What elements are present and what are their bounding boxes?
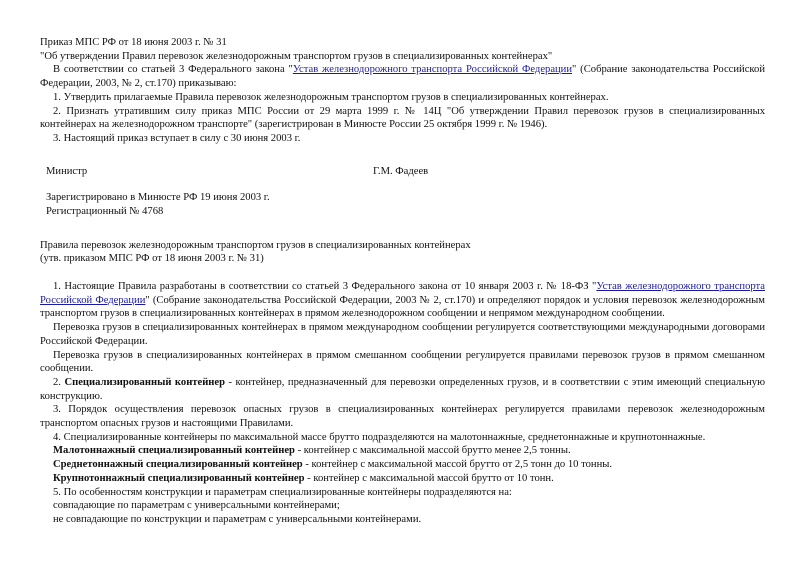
- order-item-1: 1. Утвердить прилагаемые Правила перевозок железнодорожным транспортом грузов в специализированных контейнерах.: [53, 91, 609, 103]
- container-type-text: - контейнер с максимальной массой брутто от 10 тонн.: [304, 472, 554, 484]
- rules-paragraph-1b: Перевозка грузов в специализированных контейнерах в прямом международном сообщении регулируется соответствующими международными договорами Российской Федерации.: [40, 322, 765, 347]
- rules-p2-text: - контейнер, предназначенный для перевозки определенных грузов, и в соответствии с этим имеющий специальную конструкцию.: [40, 376, 765, 402]
- order-subtitle: "Об утверждении Правил перевозок железнодорожным транспортом грузов в специализированных контейнерах": [40, 50, 553, 62]
- rules-p5-item-1: совпадающие по параметрам с универсальными контейнерами;: [53, 500, 340, 512]
- preamble-text-before: В соответствии со статьей 3 Федерального закона ": [53, 64, 293, 76]
- preamble-text-after: " (Собрание законодательства Российской Федерации, 2003, № 2, ст.170) приказываю:: [40, 64, 765, 90]
- container-type-large: [40, 472, 765, 486]
- rules-charter-link[interactable]: Устав железнодорожного транспорта Российской Федерации: [40, 281, 765, 306]
- rules-paragraph-4: 4. Специализированные контейнеры по максимальной массе брутто подразделяются на малотоннажные, среднетоннажные и крупнотоннажные.: [53, 431, 706, 443]
- rules-title: Правила перевозок железнодорожным транспортом грузов в специализированных контейнерах: [40, 239, 471, 251]
- registration-date: Зарегистрировано в Минюсте РФ 19 июня 2003 г.: [46, 191, 270, 203]
- registration-block: [40, 191, 765, 220]
- container-type-text: - контейнер с максимальной массой брутто от 2,5 тонн до 10 тонны.: [302, 459, 613, 471]
- signatory-name: Г.М. Фадеев: [373, 165, 429, 177]
- container-type-text: - контейнер с максимальной массой брутто менее 2,5 тонны.: [294, 445, 571, 457]
- rules-paragraph-3: 3. Порядок осуществления перевозок опасных грузов в специализированных контейнерах регулируется правилами перевозок железнодорожным транспортом опасных грузов и настоящими Правилами.: [40, 404, 765, 430]
- registration-number: Регистрационный № 4768: [46, 206, 164, 218]
- charter-link[interactable]: Устав железнодорожного транспорта Российской Федерации: [292, 64, 573, 76]
- rules-p5-item-2: не совпадающие по конструкции и параметрам с универсальными контейнерами.: [53, 513, 422, 525]
- rules-p2-term: Специализированный контейнер: [64, 376, 226, 388]
- order-item-2: 2. Признать утратившим силу приказ МПС России от 29 марта 1999 г. № 14Ц "Об утверждении Правил перевозок грузов в специализированных контейнерах на железнодорожном транспорте" (зарегистрирован в Минюсте России 25 октября 1999 г. № 1946).: [40, 105, 765, 131]
- container-type-medium: [40, 458, 765, 472]
- order-title: Приказ МПС РФ от 18 июня 2003 г. № 31: [40, 37, 227, 48]
- rules-paragraph-1c: Перевозка грузов в специализированных контейнерах в прямом смешанном сообщении регулируется правилами перевозок грузов в прямом смешанном сообщении.: [40, 349, 765, 375]
- rules-p1-after: " (Собрание законодательства Российской Федерации, 2003 № 2, ст.170) и определяют порядок и условия перевозок железнодорожным транспортом грузов в специализированных контейнерах в прямом железнодорожном сообщении и непрямом международном сообщении.: [40, 294, 766, 320]
- container-type-term: Среднетоннажный специализированный контейнер: [53, 459, 303, 471]
- rules-paragraph-1: [40, 280, 765, 321]
- signatory-role: Министр: [46, 165, 88, 177]
- rules-paragraph-5: 5. По особенностям конструкции и параметрам специализированные контейнеры подразделяются на:: [53, 486, 512, 498]
- preamble-paragraph: [40, 63, 765, 90]
- rules-p1-before: 1. Настоящие Правила разработаны в соответствии со статьей 3 Федерального закона от 10 января 2003 г. № 18-ФЗ ": [53, 281, 597, 293]
- signature-row: [40, 165, 765, 179]
- rules-paragraph-2: [40, 376, 765, 403]
- container-type-term: Крупнотоннажный специализированный контейнер: [53, 472, 305, 484]
- rules-approved: (утв. приказом МПС РФ от 18 июня 2003 г. № 31): [40, 253, 264, 265]
- order-item-3: 3. Настоящий приказ вступает в силу с 30 июня 2003 г.: [53, 132, 301, 144]
- document-page: [40, 36, 765, 527]
- container-type-term: Малотоннажный специализированный контейнер: [53, 445, 295, 457]
- rules-p2-num: 2.: [53, 376, 61, 388]
- rules-header: [40, 239, 765, 266]
- container-type-small: [40, 444, 765, 458]
